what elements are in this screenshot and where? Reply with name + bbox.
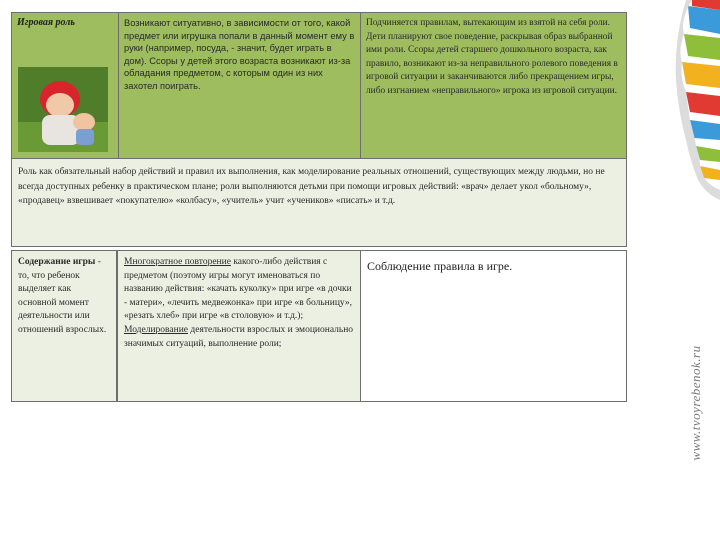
content-model-text: деятельности взрослых и эмоционально значимых ситуаций, выполнение роли; [124,324,354,349]
content-younger-cell [117,250,361,402]
content-title-rest: - то, что ребенок выделяет как основной момент деятельности или отношений взрослых. [18,257,107,335]
role-older-text: Подчиняется правилам, вытекающим из взятой на себя роли. Дети планируют свое поведение, раскрывая образ выбранной ими роли. Ссоры детей старшего дошкольного возраста, как правило, возникают из-за неправильного ролевого поведения в игровой ситуации и заканчиваются либо прекращением игры, либо изгнанием «неправильного» игрока из игровой ситуации. [366,18,618,96]
content-repeat-text: какого-либо действия с предметом (поэтому игры могут именоваться по названию действия: «качать куколку» при игре «в дочки - матери», «лечить медвежонка» при игре «в больницу», «резать хлеб» при игре «в столовую» и т.д.); [124,257,353,322]
content-title-bold: Содержание игры [18,257,96,267]
role-older-cell [360,12,627,159]
child-in-red-hat-photo [18,67,108,152]
content-older-cell [361,250,627,402]
site-watermark [672,268,720,538]
content-title-cell [11,250,117,402]
role-definition-cell [11,158,627,247]
content-model-label: Моделирование [124,324,189,335]
role-definition-text: Роль как обязательный набор действий и правил их выполнения, как моделирование реальных отношений, существующих между людьми, но не всегда доступных ребенку в практическом плане; роли выполняются детьми при помощи игровых действий: «врач» делает укол «больному», «продавец» взвешивает «покупателю» «колбасу», «учитель» учит «учеников» «писать» и т.д. [18,167,605,207]
role-younger-cell [118,12,361,159]
role-title: Игровая роль [17,17,75,28]
role-younger-text: Возникают ситуативно, в зависимости от того, какой предмет или игрушка попали в данный момент ему в руки (например, посуда, - значит, будет играть в дом). Ссоры у детей этого возраста возникают из-за обладания предметом, с которым один из них захотел поиграть. [124,18,355,91]
watermark-text: www.tvoyrebenok.ru [688,345,703,461]
content-older-text: Соблюдение правила в игре. [367,259,513,273]
content-repeat-label: Многократное повторение [124,257,231,267]
